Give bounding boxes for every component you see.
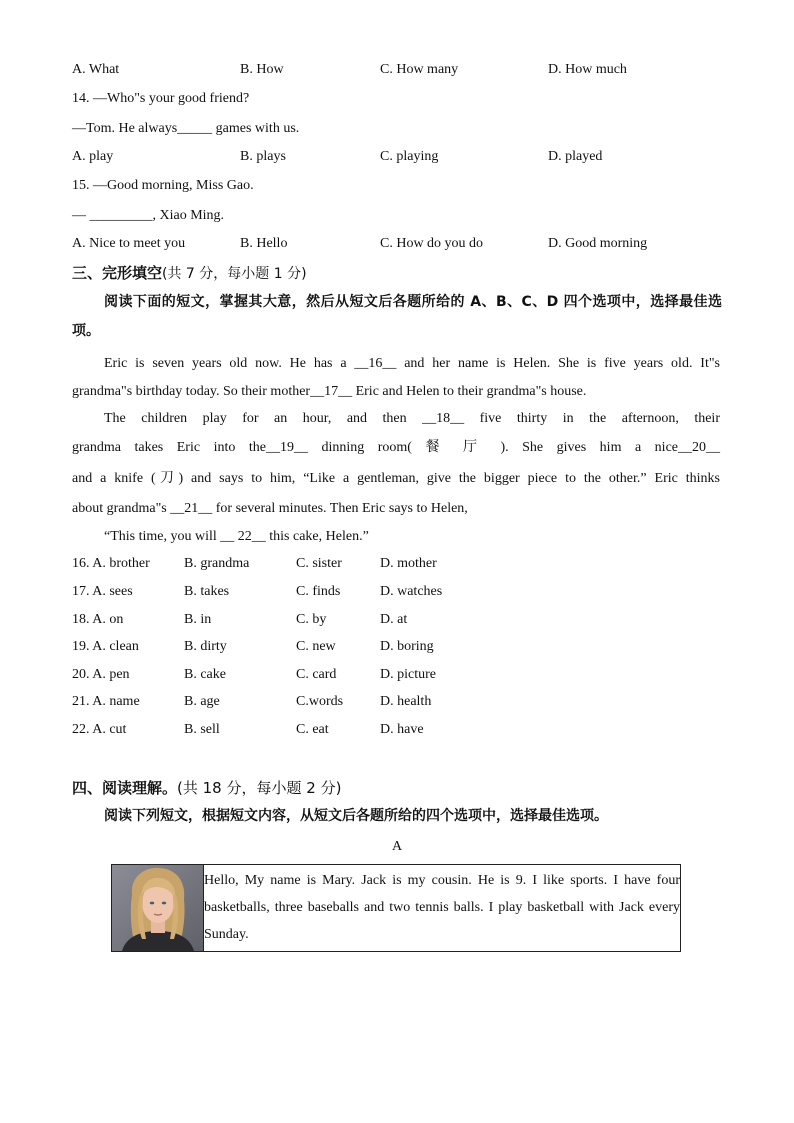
- answer-19-a: 19. A. clean: [72, 639, 139, 654]
- answer-16-a: 16. A. brother: [72, 556, 150, 571]
- q13-option-d: D. How much: [548, 62, 627, 77]
- answer-22-a: 22. A. cut: [72, 722, 127, 737]
- girl-photo: [112, 865, 204, 951]
- section3-heading: [72, 262, 307, 283]
- q15-options: [72, 236, 732, 254]
- passage-line-7: “This time, you will __ 22__ this cake, Helen.”: [104, 529, 369, 544]
- q15-option-d: D. Good morning: [548, 236, 648, 251]
- section3-title: 三、完形填空: [72, 264, 163, 282]
- q13-options: [72, 62, 732, 80]
- passage-line-5: and a knife (刀) and says to him, “Like a gentleman, give the bigger piece to the other.” Eric thinks: [72, 471, 720, 486]
- q14-options: [72, 149, 732, 167]
- section4-score: (共 18 分，每小题 2 分): [177, 779, 342, 797]
- section3-instruction: 阅读下面的短文，掌握其大意，然后从短文后各题所给的 A、B、C、D 四个选项中，选择最佳选项。: [72, 294, 722, 339]
- reading-passage-box: [111, 864, 681, 952]
- q14-option-a: A. play: [72, 149, 114, 164]
- q14-option-d: D. played: [548, 149, 603, 164]
- answer-17-b: B. takes: [184, 584, 230, 599]
- q15-stem: 15. —Good morning, Miss Gao.: [72, 178, 254, 193]
- answer-19-b: B. dirty: [184, 639, 227, 654]
- girl-portrait-image: [112, 865, 203, 951]
- answer-18-c: C. by: [296, 612, 327, 627]
- answer-row-16: [72, 556, 492, 574]
- answer-16-b: B. grandma: [184, 556, 250, 571]
- passage-a-label: A: [391, 839, 403, 854]
- answer-20-d: D. picture: [380, 667, 436, 682]
- q13-option-a: A. What: [72, 62, 120, 77]
- answer-row-19: [72, 639, 492, 657]
- answer-16-d: D. mother: [380, 556, 437, 571]
- q14-option-c: C. playing: [380, 149, 439, 164]
- answer-19-d: D. boring: [380, 639, 434, 654]
- answer-16-c: C. sister: [296, 556, 342, 571]
- answer-20-c: C. card: [296, 667, 337, 682]
- answer-17-a: 17. A. sees: [72, 584, 133, 599]
- section4-title: 四、阅读理解。: [72, 779, 178, 797]
- passage-line-3: The children play for an hour, and then __18__ five thirty in the afternoon, their: [104, 411, 720, 426]
- answer-18-d: D. at: [380, 612, 408, 627]
- q13-option-c: C. How many: [380, 62, 459, 77]
- answer-row-21: [72, 694, 492, 712]
- passage-line-6: about grandma"s __21__ for several minutes. Then Eric says to Helen,: [72, 501, 468, 516]
- answer-row-17: [72, 584, 492, 602]
- answer-21-a: 21. A. name: [72, 694, 140, 709]
- q15-reply: — _________, Xiao Ming.: [72, 208, 225, 223]
- q13-option-b: B. How: [240, 62, 284, 77]
- answer-21-c: C.words: [296, 694, 344, 709]
- answer-20-b: B. cake: [184, 667, 226, 682]
- answer-22-d: D. have: [380, 722, 424, 737]
- answer-22-c: C. eat: [296, 722, 329, 737]
- passage-line-4: grandma takes Eric into the__19__ dinning room( 餐 厅 ). She gives him a nice__20__: [72, 440, 720, 455]
- answer-20-a: 20. A. pen: [72, 667, 130, 682]
- section4-instruction: 阅读下列短文，根据短文内容，从短文后各题所给的四个选项中，选择最佳选项。: [104, 808, 608, 824]
- answer-19-c: C. new: [296, 639, 336, 654]
- passage-line-1: Eric is seven years old now. He has a __16__ and her name is Helen. She is five years old. It"s: [104, 356, 720, 371]
- section3-score: (共 7 分，每小题 1 分): [162, 266, 307, 282]
- answer-row-20: [72, 667, 492, 685]
- answer-row-22: [72, 722, 492, 740]
- answer-18-a: 18. A. on: [72, 612, 124, 627]
- q15-option-c: C. How do you do: [380, 236, 484, 251]
- answer-22-b: B. sell: [184, 722, 220, 737]
- answer-17-d: D. watches: [380, 584, 443, 599]
- answer-18-b: B. in: [184, 612, 212, 627]
- section4-heading: [72, 777, 341, 798]
- answer-21-b: B. age: [184, 694, 220, 709]
- passage-line-2: grandma"s birthday today. So their mother__17__ Eric and Helen to their grandma"s house.: [72, 384, 587, 399]
- answer-21-d: D. health: [380, 694, 432, 709]
- reading-passage-text: Hello, My name is Mary. Jack is my cousin. He is 9. I like sports. I have four basketballs, three baseballs and two tennis balls. I play basketball with Jack every Sunday.: [204, 873, 680, 942]
- q15-option-a: A. Nice to meet you: [72, 236, 186, 251]
- q14-option-b: B. plays: [240, 149, 286, 164]
- q15-option-b: B. Hello: [240, 236, 288, 251]
- answer-row-18: [72, 612, 492, 630]
- answer-17-c: C. finds: [296, 584, 341, 599]
- q14-stem: 14. —Who"s your good friend?: [72, 91, 250, 106]
- q14-reply: —Tom. He always_____ games with us.: [72, 121, 300, 136]
